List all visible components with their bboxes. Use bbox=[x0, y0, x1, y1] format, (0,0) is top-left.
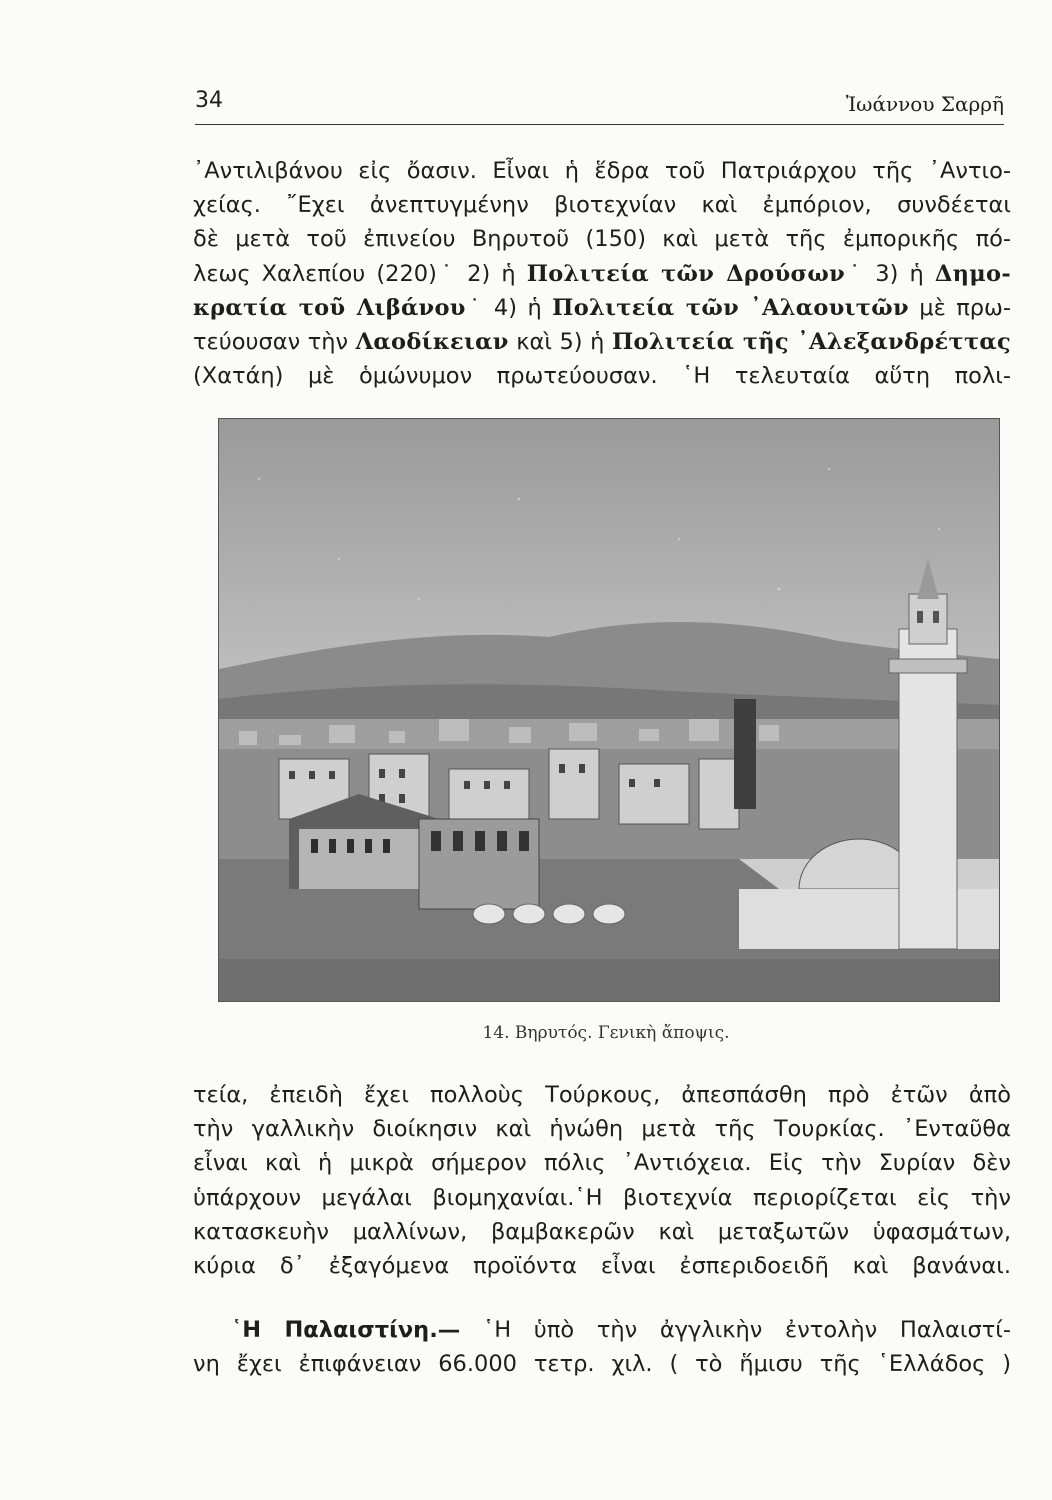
bold-term: Πολιτεία τῆς ᾿Αλεξανδρέττας bbox=[611, 328, 1012, 355]
text-line: τὴν γαλλικὴν διοίκησιν καὶ ἡνώθη μετὰ τῆς Τουρκίας. ᾿Ενταῦθα bbox=[193, 1116, 1011, 1143]
bold-term: Δημο- bbox=[934, 260, 1011, 287]
text-run: μὲ πρω- bbox=[908, 294, 1011, 321]
text-line: δὲ μετὰ τοῦ ἐπινείου Βηρυτοῦ (150) καὶ μετὰ τῆς ἐμπορικῆς πό- bbox=[193, 226, 1011, 253]
text-run: ˙ 3) ἡ bbox=[845, 260, 935, 287]
running-head: Ἰωάννου Σαρρῆ bbox=[845, 92, 1004, 116]
section-heading: ῾Η Παλαιστίνη.— bbox=[231, 1317, 461, 1343]
text-line: (Χατάη) μὲ ὁμώνυμον πρωτεύουσαν. ῾Η τελευταία αὕτη πολι- bbox=[193, 363, 1011, 390]
section-palestine bbox=[193, 1313, 1011, 1381]
text-line: κύρια δ᾿ ἐξαγόμενα προϊόντα εἶναι ἐσπεριδοειδῆ καὶ βανάναι. bbox=[193, 1252, 1011, 1279]
text-run: ῾Η ὑπὸ τὴν ἀγγλικὴν ἐντολὴν Παλαιστί- bbox=[460, 1317, 1011, 1343]
text-run: τεύουσαν τὴν bbox=[193, 328, 356, 355]
text-line: ᾿Αντιλιβάνου εἰς ὄασιν. Εἶναι ἡ ἕδρα τοῦ Πατριάρχου τῆς ᾿Αντιο- bbox=[193, 158, 1011, 184]
figure-caption-text: 14. Βηρυτός. Γενικὴ ἄποψις. bbox=[482, 1023, 730, 1043]
paragraph-2 bbox=[193, 1078, 1011, 1283]
text-line bbox=[193, 257, 1011, 291]
text-run: ˙ 4) ἡ bbox=[465, 294, 553, 321]
paragraph-1 bbox=[193, 154, 1011, 393]
figure-caption bbox=[0, 1023, 1052, 1043]
text-line bbox=[193, 325, 1011, 359]
bold-term: Πολιτεία τῶν Δρούσων bbox=[526, 260, 846, 287]
text-run: λεως Χαλεπίου (220)˙ 2) ἡ bbox=[193, 260, 527, 287]
city-photograph-illustration bbox=[219, 419, 999, 1001]
header-rule bbox=[195, 124, 1004, 125]
text-line: νη ἔχει ἐπιφάνειαν 66.000 τετρ. χιλ. ( τὸ ἥμισυ τῆς ῾Ελλάδος ) bbox=[193, 1351, 1011, 1378]
text-run: καὶ 5) ἡ bbox=[508, 328, 612, 355]
text-line: τεία, ἐπειδὴ ἔχει πολλοὺς Τούρκους, ἀπεσπάσθη πρὸ ἐτῶν ἀπὸ bbox=[193, 1082, 1011, 1108]
bold-term: κρατία τοῦ Λιβάνου bbox=[193, 294, 466, 321]
bold-term: Λαοδίκειαν bbox=[355, 328, 509, 355]
text-line bbox=[193, 1313, 1011, 1347]
text-line bbox=[193, 291, 1011, 325]
text-line: ὑπάρχουν μεγάλαι βιομηχανίαι.῾Η βιοτεχνία περιορίζεται εἰς τὴν bbox=[193, 1184, 1011, 1211]
text-line: εἶναι καὶ ἡ μικρὰ σήμερον πόλις ᾿Αντιόχεια. Εἰς τὴν Συρίαν δὲν bbox=[193, 1150, 1011, 1177]
text-line: κατασκευὴν μαλλίνων, βαμβακερῶν καὶ μεταξωτῶν ὑφασμάτων, bbox=[193, 1218, 1011, 1245]
page-number: 34 bbox=[195, 88, 223, 113]
city-photograph bbox=[218, 418, 1000, 1002]
bold-term: Πολιτεία τῶν ᾿Αλαουιτῶν bbox=[552, 294, 909, 321]
text-line: χείας. ῎Εχει ἀνεπτυγμένην βιοτεχνίαν καὶ ἐμπόριον, συνδέεται bbox=[193, 192, 1011, 219]
